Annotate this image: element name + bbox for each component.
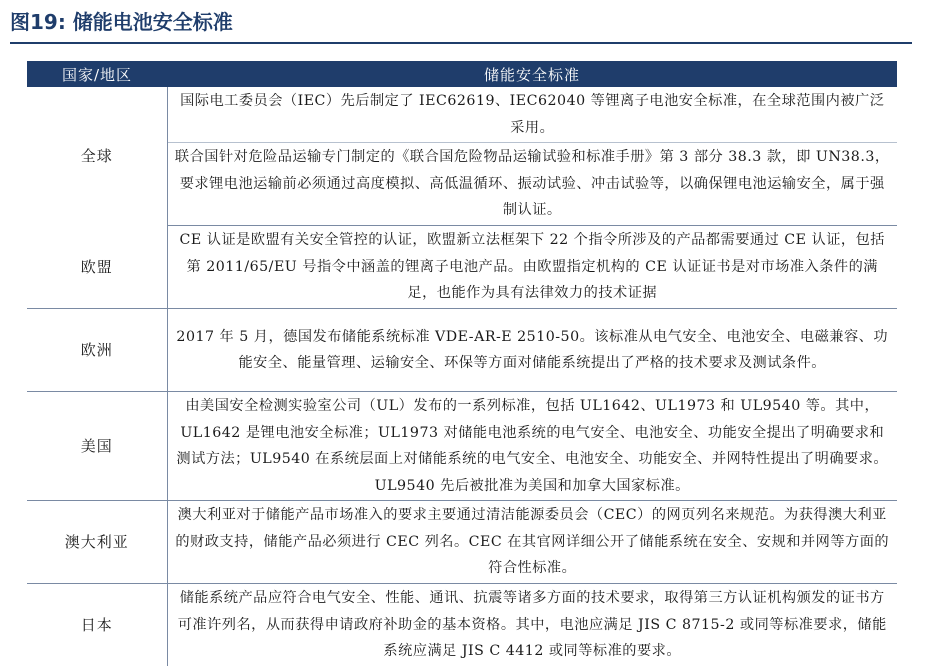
region-cell: 全球 (27, 87, 167, 226)
standard-cell: CE 认证是欧盟有关安全管控的认证，欧盟新立法框架下 22 个指令所涉及的产品都需要通过 CE 认证，包括第 2011/65/EU 号指令中涵盖的锂离子电池产品。由欧盟指定机构的 CE 认证证书是对市场准入条件的满足，也能作为具有法律效力的技术证据 (167, 226, 897, 309)
table-row (27, 501, 897, 584)
table-row (27, 392, 897, 501)
header-standard: 储能安全标准 (167, 61, 897, 87)
table-row (27, 87, 897, 143)
standard-cell: 储能系统产品应符合电气安全、性能、通讯、抗震等诸多方面的技术要求，取得第三方认证机构颁发的证书方可准许列名，从而获得申请政府补助金的基本资格。其中，电池应满足 JIS C 8715-2 或同等标准要求，储能系统应满足 JIS C 4412 或同等标准的要求。 (177, 590, 887, 660)
region-cell: 澳大利亚 (27, 501, 167, 584)
table-row (27, 226, 897, 309)
standard-cell: 澳大利亚对于储能产品市场准入的要求主要通过清洁能源委员会（CEC）的网页列名来规范。为获得澳大利亚的财政支持，储能产品必须进行 CEC 列名。CEC 在其官网详细公开了储能系统在安全、安规和并网等方面的符合性标准。 (167, 501, 897, 584)
title-rule (10, 42, 912, 44)
figure-title: 图19: 储能电池安全标准 (10, 10, 233, 34)
standard-cell: 联合国针对危险品运输专门制定的《联合国危险物品运输试验和标准手册》第 3 部分 38.3 款，即 UN38.3，要求锂电池运输前必须通过高度模拟、高低温循环、振动试验、冲击试验等，以确保锂电池运输安全，属于强制认证。 (167, 143, 897, 226)
region-cell: 美国 (27, 392, 167, 501)
region-cell: 日本 (27, 584, 167, 667)
table-row (27, 584, 897, 667)
standards-table (27, 61, 897, 666)
standard-cell: 国际电工委员会（IEC）先后制定了 IEC62619、IEC62040 等锂离子电池安全标准，在全球范围内被广泛采用。 (167, 87, 897, 143)
standard-cell: 2017 年 5 月，德国发布储能系统标准 VDE-AR-E 2510-50。该标准从电气安全、电池安全、电磁兼容、功能安全、能量管理、运输安全、环保等方面对储能系统提出了严格的技术要求及测试条件。 (167, 309, 897, 392)
region-cell: 欧盟 (27, 226, 167, 309)
table-row (27, 309, 897, 392)
region-cell: 欧洲 (27, 309, 167, 392)
header-region: 国家/地区 (27, 61, 167, 87)
table-header-row (27, 61, 897, 87)
standard-cell: 由美国安全检测实验室公司（UL）发布的一系列标准，包括 UL1642、UL1973 和 UL9540 等。其中，UL1642 是锂电池安全标准；UL1973 对储能电池系统的电气安全、电池安全、功能安全提出了明确要求和测试方法；UL9540 在系统层面上对储能系统的电气安全、电池安全、功能安全、并网特性提出了明确要求。UL9540 先后被批准为美国和加拿大国家标准。 (167, 392, 897, 501)
